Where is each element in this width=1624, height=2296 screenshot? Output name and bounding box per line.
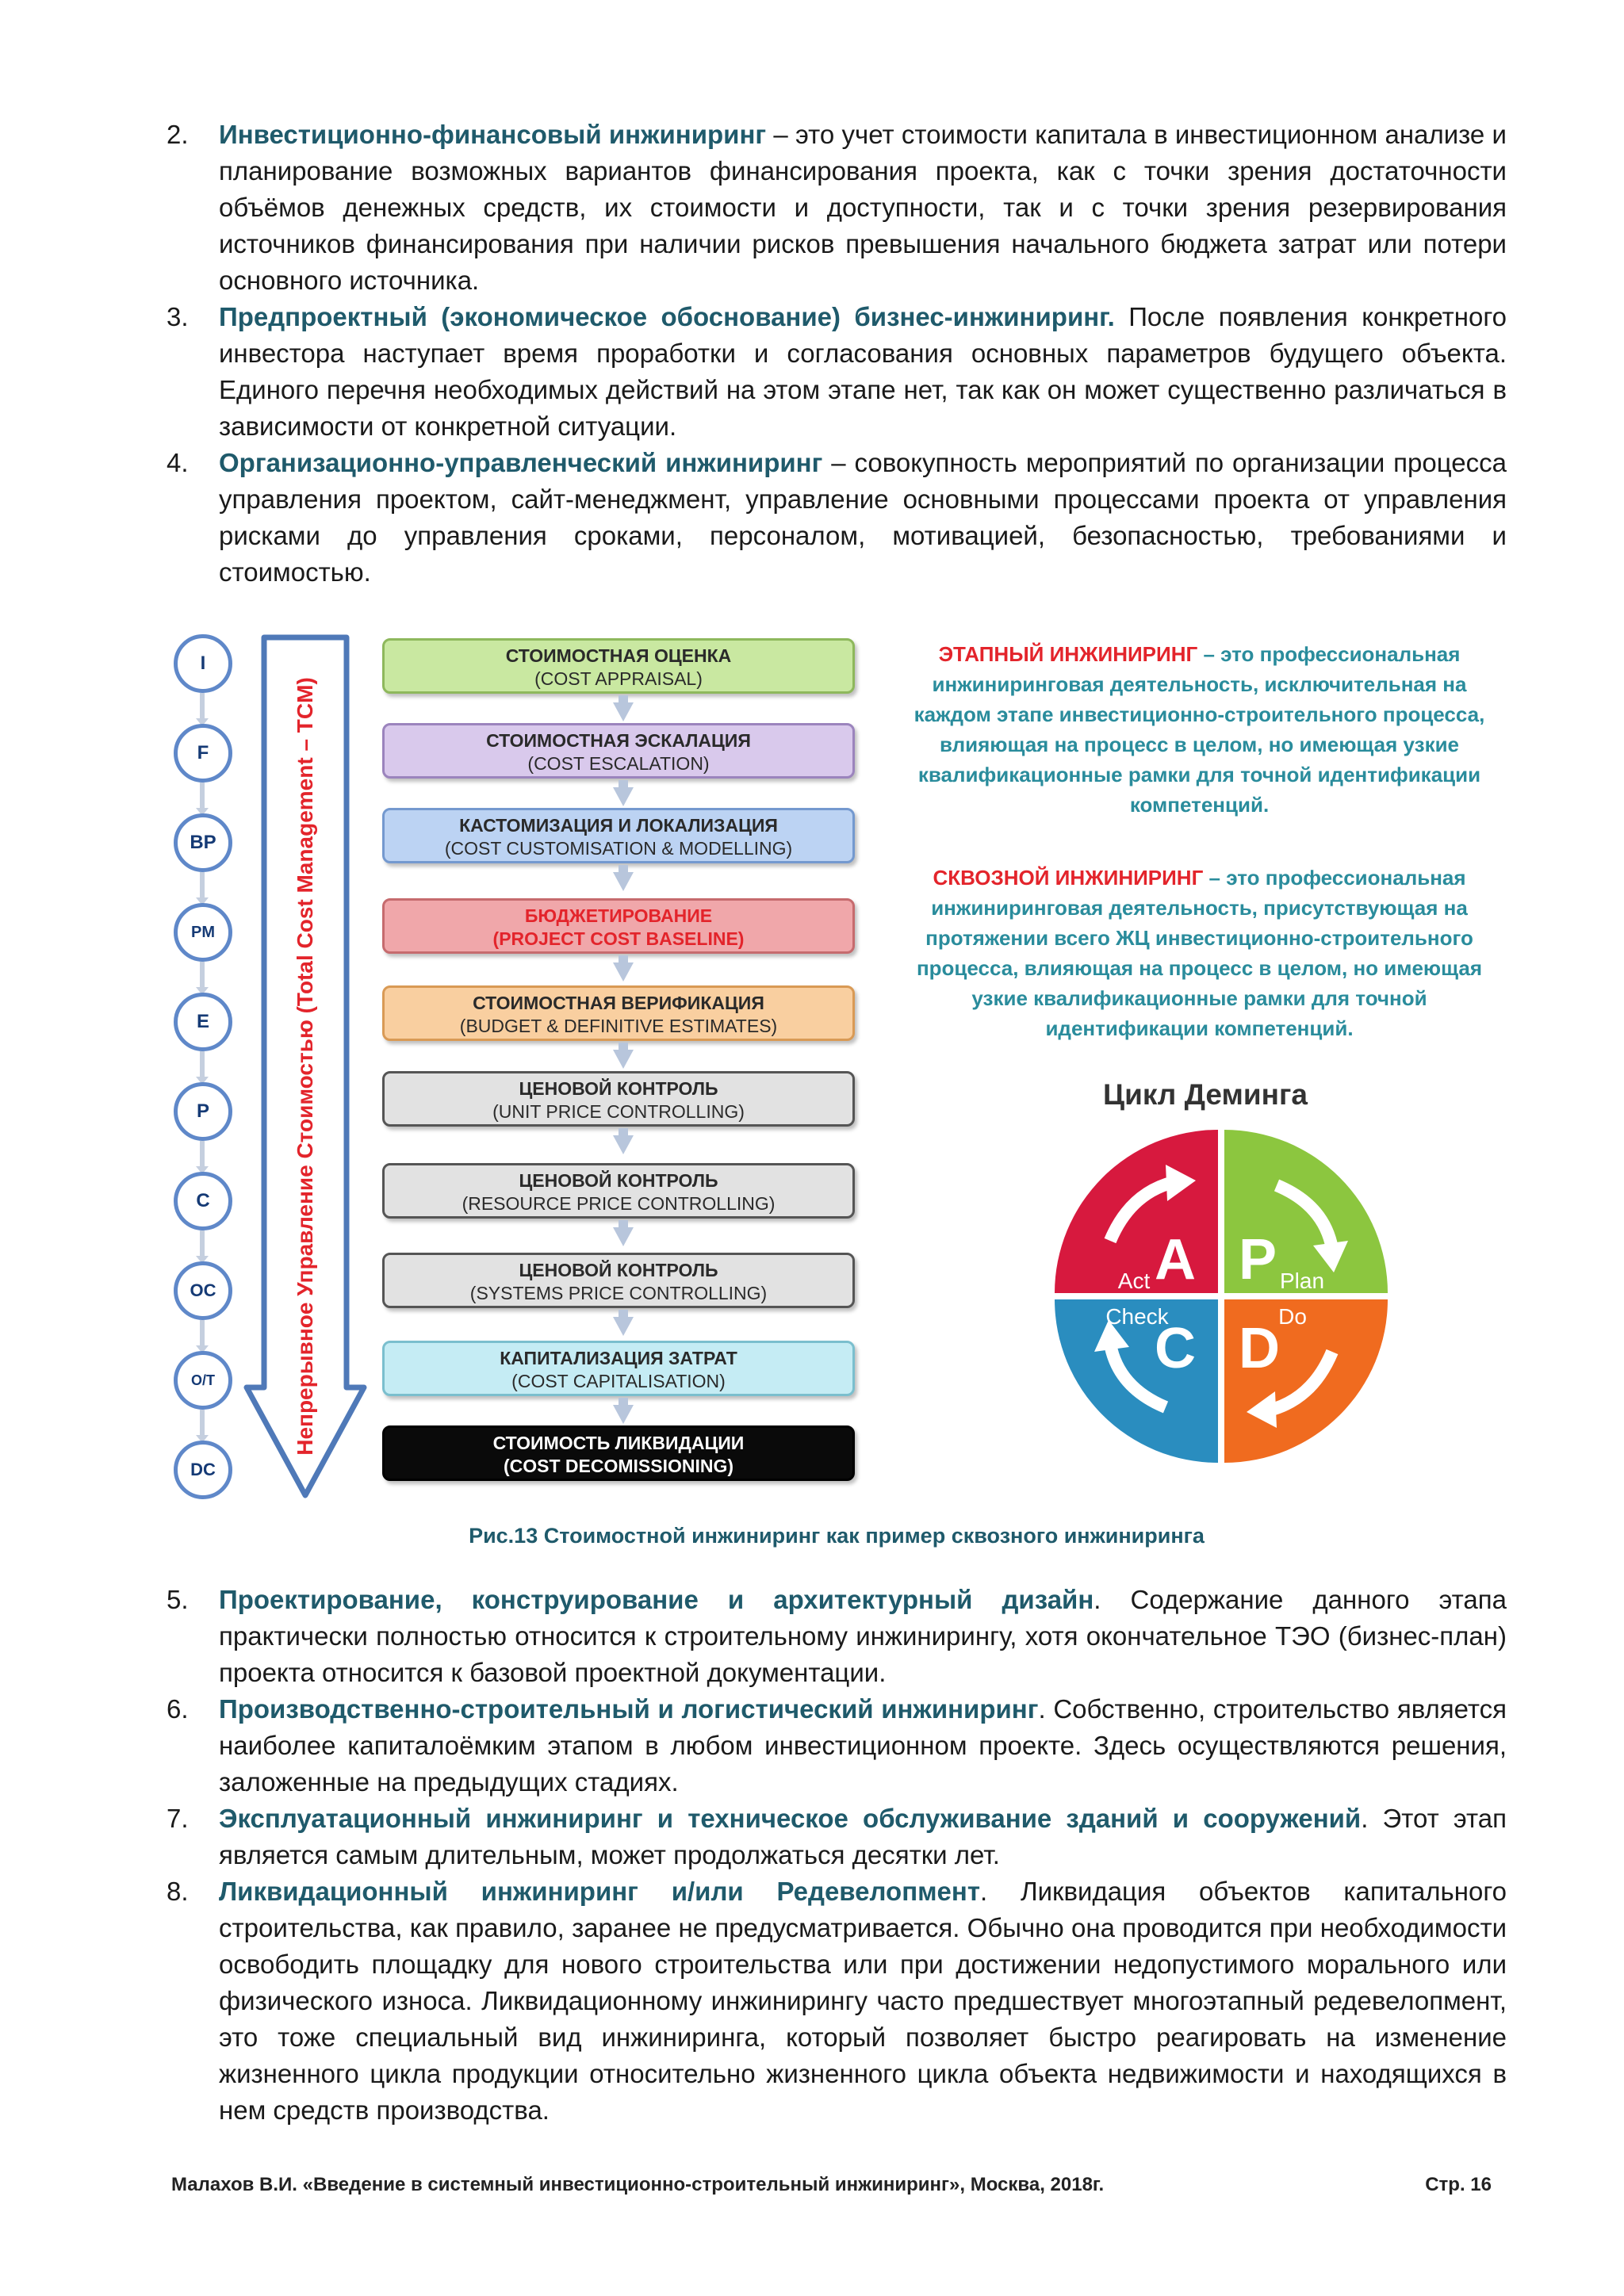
stage-box [382, 985, 855, 1041]
item-text: . Этот этап является самым длительным, может продолжаться десятки лет. [219, 1804, 1507, 1869]
page-footer [171, 2174, 1492, 2196]
lifecycle-circle: I [174, 634, 232, 693]
list-item [167, 1582, 1507, 1691]
stage-subtitle: (COST APPRAISAL) [534, 668, 703, 689]
chain-connector [200, 1410, 205, 1438]
down-arrow-icon [613, 1227, 634, 1246]
down-arrow-icon [613, 1317, 634, 1336]
chain-connector [200, 872, 205, 901]
definition-term: СКВОЗНОЙ ИНЖИНИРИНГ [933, 866, 1204, 890]
list-item [167, 299, 1507, 445]
lifecycle-circle: BP [174, 813, 232, 872]
stage-subtitle: (COST ESCALATION) [527, 753, 710, 774]
lifecycle-circle: E [174, 993, 232, 1051]
stage-box [382, 1341, 855, 1396]
quadrant-letter: C [1155, 1317, 1196, 1380]
list-item [167, 445, 1507, 591]
stage-subtitle: (UNIT PRICE CONTROLLING) [492, 1101, 745, 1122]
stage-title: СТОИМОСТНАЯ ЭСКАЛАЦИЯ [486, 730, 751, 751]
quadrant-label: Plan [1279, 1269, 1325, 1293]
item-term: Проектирование, конструирование и архитектурный дизайн [219, 1585, 1094, 1614]
definition-text: – это профессиональная инжиниринговая деятельность, исключительная на каждом этапе инвестиционно-строительного процесса, влияющая на процесс в целом, но имеющая узкие квалификационные рамки для точной идентификации компетенций. [914, 642, 1485, 817]
item-text: . Содержание данного этапа практически полностью относится к строительному инжинирингу, хотя окончательное ТЭО (бизнес-план) проекта относится к базовой проектной документации. [219, 1585, 1507, 1687]
definition-term: ЭТАПНЫЙ ИНЖИНИРИНГ [938, 642, 1198, 666]
quadrant-letter: D [1239, 1317, 1280, 1380]
quadrant-label: Do [1278, 1304, 1307, 1329]
chain-connector [200, 1141, 205, 1169]
item-text: – это учет стоимости капитала в инвестиционном анализе и планирование возможных вариантов финансирования проекта, как с точки зрения достаточности объёмов денежных средств, их стоимости и доступности, так и с точки зрения резервирования источников финансирования при наличии рисков превышения начального бюджета затрат или потери основного источника. [219, 120, 1507, 295]
lifecycle-circle: P [174, 1082, 232, 1141]
item-number: 4. [167, 448, 189, 477]
stage-title: СТОИМОСТЬ ЛИКВИДАЦИИ [492, 1433, 745, 1453]
item-number: 3. [167, 302, 189, 331]
deming-title: Цикл Деминга [1103, 1078, 1308, 1111]
lifecycle-circle: C [174, 1172, 232, 1230]
stage-box [382, 723, 855, 779]
item-text: После появления конкретного инвестора наступает время проработки и согласования основных параметров будущего объекта. Единого перечня необходимых действий на этом этапе нет, так как он может существенно различаться в зависимости от конкретной ситуации. [219, 302, 1507, 441]
stage-subtitle: (BUDGET & DEFINITIVE ESTIMATES) [459, 1016, 778, 1036]
item-number: 5. [167, 1585, 189, 1614]
lifecycle-circle: PM [174, 903, 232, 962]
lifecycle-circle: DC [174, 1441, 232, 1499]
stage-subtitle: (COST CAPITALISATION) [511, 1371, 726, 1391]
numbered-list-top [167, 117, 1507, 591]
stage-subtitle: (COST CUSTOMISATION & MODELLING) [444, 838, 793, 859]
lifecycle-circle: O/T [174, 1351, 232, 1410]
item-number: 7. [167, 1804, 189, 1833]
chain-connector [200, 693, 205, 721]
item-number: 2. [167, 120, 189, 149]
stage-box [382, 638, 855, 694]
stage-title: КАПИТАЛИЗАЦИЯ ЗАТРАТ [500, 1348, 737, 1368]
page-number: Стр. 16 [1425, 2174, 1492, 2195]
list-item [167, 1800, 1507, 1873]
stage-title: ЦЕНОВОЙ КОНТРОЛЬ [519, 1078, 718, 1099]
down-arrow-icon [613, 787, 634, 806]
item-term: Производственно-строительный и логистический инжиниринг [219, 1694, 1039, 1724]
down-arrow-icon [613, 702, 634, 721]
definition-text: – это профессиональная инжиниринговая деятельность, присутствующая на протяжении всего ЖЦ инвестиционно-строительного процесса, влияющая на процесс в целом, но имеющая узкие квалификационные рамки для точной идентификации компетенций. [916, 866, 1483, 1040]
stage-subtitle: (SYSTEMS PRICE CONTROLLING) [469, 1283, 768, 1303]
stage-title: БЮДЖЕТИРОВАНИЕ [524, 905, 713, 926]
footer-citation: Малахов В.И. «Введение в системный инвестиционно-строительный инжиниринг», Москва, 2018г. [171, 2174, 1105, 2195]
definition-stage-engineering [892, 639, 1507, 820]
list-item [167, 117, 1507, 299]
stage-box [382, 1253, 855, 1308]
item-text: . Ликвидация объектов капитального строительства, как правило, заранее не предусматривается. Обычно она проводится при необходимости освободить площадку для нового строительства или при достижении недопустимого морального или физического износа. Ликвидационному инжинирингу часто предшествует многоэтапный редевелопмент, это тоже специальный вид инжиниринга, который позволяет быстро реагировать на изменение жизненного цикла продукции относительно жизненного цикла объекта недвижимости и находящихся в нем средств производства. [219, 1877, 1507, 2125]
list-item [167, 1691, 1507, 1800]
item-term: Организационно-управленческий инжиниринг [219, 448, 823, 477]
tcm-arrow-label: Непрерывное Управление Стоимостью (Total Cost Management – TCM) [293, 677, 317, 1456]
chain-connector [200, 1320, 205, 1349]
definition-through-engineering [892, 863, 1507, 1043]
stage-title: СТОИМОСТНАЯ ВЕРИФИКАЦИЯ [473, 993, 764, 1013]
down-arrow-icon [613, 1135, 634, 1154]
item-text: – совокупность мероприятий по организации процесса управления проектом, сайт-менеджмент, управление основными процессами проекта от управления рисками до управления сроками, персоналом, мотивацией, безопасностью, требованиями и стоимостью. [219, 448, 1507, 587]
figure-caption: Рис.13 Стоимостной инжиниринг как пример сквозного инжиниринга [469, 1524, 1205, 1548]
down-arrow-icon [613, 962, 634, 982]
item-term: Ликвидационный инжиниринг и/или Редевелопмент [219, 1877, 980, 1906]
chain-connector [200, 1051, 205, 1080]
lifecycle-chain [170, 634, 234, 1498]
item-number: 8. [167, 1877, 189, 1906]
stage-title: КАСТОМИЗАЦИЯ И ЛОКАЛИЗАЦИЯ [459, 815, 778, 836]
stage-box [382, 1425, 855, 1481]
stage-subtitle: (COST DECOMISSIONING) [503, 1456, 734, 1476]
stage-box [382, 1071, 855, 1127]
stage-title: ЦЕНОВОЙ КОНТРОЛЬ [519, 1170, 718, 1191]
stage-subtitle: (RESOURCE PRICE CONTROLLING) [462, 1193, 776, 1214]
down-arrow-icon [613, 1050, 634, 1069]
lifecycle-circle: OC [174, 1261, 232, 1320]
quadrant-label: Check [1105, 1304, 1169, 1329]
chain-connector [200, 1230, 205, 1259]
lifecycle-circle: F [174, 724, 232, 783]
down-arrow-icon [613, 872, 634, 891]
stage-box [382, 1163, 855, 1219]
item-term: Эксплуатационный инжиниринг и техническое обслуживание зданий и сооружений [219, 1804, 1362, 1833]
stage-title: ЦЕНОВОЙ КОНТРОЛЬ [519, 1260, 718, 1280]
stage-box [382, 808, 855, 863]
stage-box [382, 898, 855, 954]
quadrant-letter: P [1239, 1228, 1277, 1292]
item-term: Предпроектный (экономическое обоснование) бизнес-инжиниринг. [219, 302, 1115, 331]
chain-connector [200, 783, 205, 811]
deming-cycle-diagram [1055, 1130, 1388, 1463]
quadrant-letter: A [1155, 1228, 1196, 1292]
item-text: . Собственно, строительство является наиболее капиталоёмким этапом в любом инвестиционном проекте. Здесь осуществляются решения, заложенные на предыдущих стадиях. [219, 1694, 1507, 1797]
numbered-list-bottom [167, 1582, 1507, 2129]
chain-connector [200, 962, 205, 990]
quadrant-label: Act [1117, 1269, 1151, 1293]
item-number: 6. [167, 1694, 189, 1724]
down-arrow-icon [613, 1405, 634, 1424]
stage-title: СТОИМОСТНАЯ ОЦЕНКА [505, 645, 732, 666]
stage-subtitle: (PROJECT COST BASELINE) [492, 928, 745, 949]
list-item [167, 1873, 1507, 2129]
item-term: Инвестиционно-финансовый инжиниринг [219, 120, 767, 149]
